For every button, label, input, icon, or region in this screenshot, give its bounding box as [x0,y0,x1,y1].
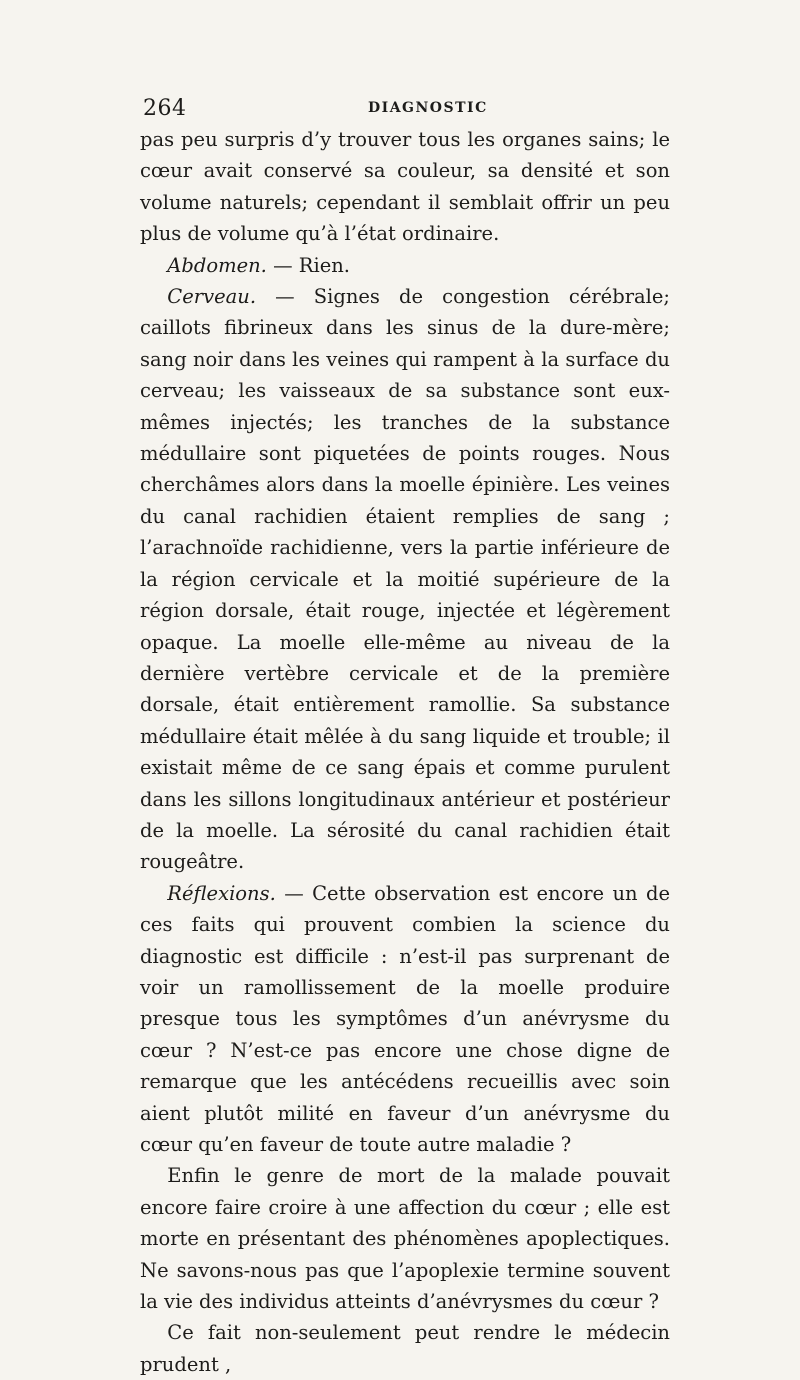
paragraph-lead: Abdomen. [167,253,267,277]
page-number: 264 [143,96,187,121]
paragraph-text: Enfin le genre de mort de la malade pouvait encore faire croire à une affection du cœur ; elle est morte en présentant des phénomènes apoplectiques. Ne savons-nous pas que l’apoplexie termine souvent la vie des individus atteints d’anévrysmes du cœur ? [140,1164,670,1314]
paragraph-reflexions [140,878,670,1161]
paragraph-continuation [140,124,670,250]
paragraph-ce-fait [140,1317,670,1380]
paragraph-lead: Cerveau. [167,285,257,309]
paragraph-text: Ce fait non-seulement peut rendre le médecin prudent , [140,1321,670,1376]
paragraph-text: — Cette observation est encore un de ces faits qui prouvent combien la science du diagnostic est difficile : n’est-il pas surprenant de voir un ramollissement de la moelle produire presque tous les symptômes d’un anévrysme du cœur ? N’est-ce pas encore une chose digne de remarque que les antécédens recueillis avec soin aient plutôt milité en faveur d’un anévrysme du cœur qu’en faveur de toute autre maladie ? [140,881,670,1156]
running-head: DIAGNOSTIC [368,100,488,116]
paragraph-abdomen [140,250,670,281]
paragraph-text: — Signes de congestion cérébrale; caillots fibrineux dans les sinus de la dure-mère; sang noir dans les veines qui rampent à la surface du cerveau; les vaisseaux de sa substance sont eux-mêmes injectés; les tranches de la substance médullaire sont piquetées de points rouges. Nous cherchâmes alors dans la moelle épinière. Les veines du canal rachidien étaient remplies de sang ; l’arachnoïde rachidienne, vers la partie inférieure de la région cervicale et la moitié supérieure de la région dorsale, était rouge, injectée et légèrement opaque. La moelle elle-même au niveau de la dernière vertèbre cervicale et de la première dorsale, était entièrement ramollie. Sa substance médullaire était mêlée à du sang liquide et trouble; il existait même de ce sang épais et comme purulent dans les sillons longitudinaux antérieur et postérieur de la moelle. La sérosité du canal rachidien était rougeâtre. [140,285,670,874]
paragraph-text: — Rien. [266,253,350,277]
page-header [143,96,673,124]
paragraph-cerveau [140,281,670,878]
page-body [140,124,670,1380]
paragraph-enfin [140,1160,670,1317]
paragraph-text: pas peu surpris d’y trouver tous les organes sains; le cœur avait conservé sa couleur, sa densité et son volume naturels; cependant il semblait offrir un peu plus de volume qu’à l’état ordinaire. [140,128,670,246]
paragraph-lead: Réflexions. [167,881,276,905]
